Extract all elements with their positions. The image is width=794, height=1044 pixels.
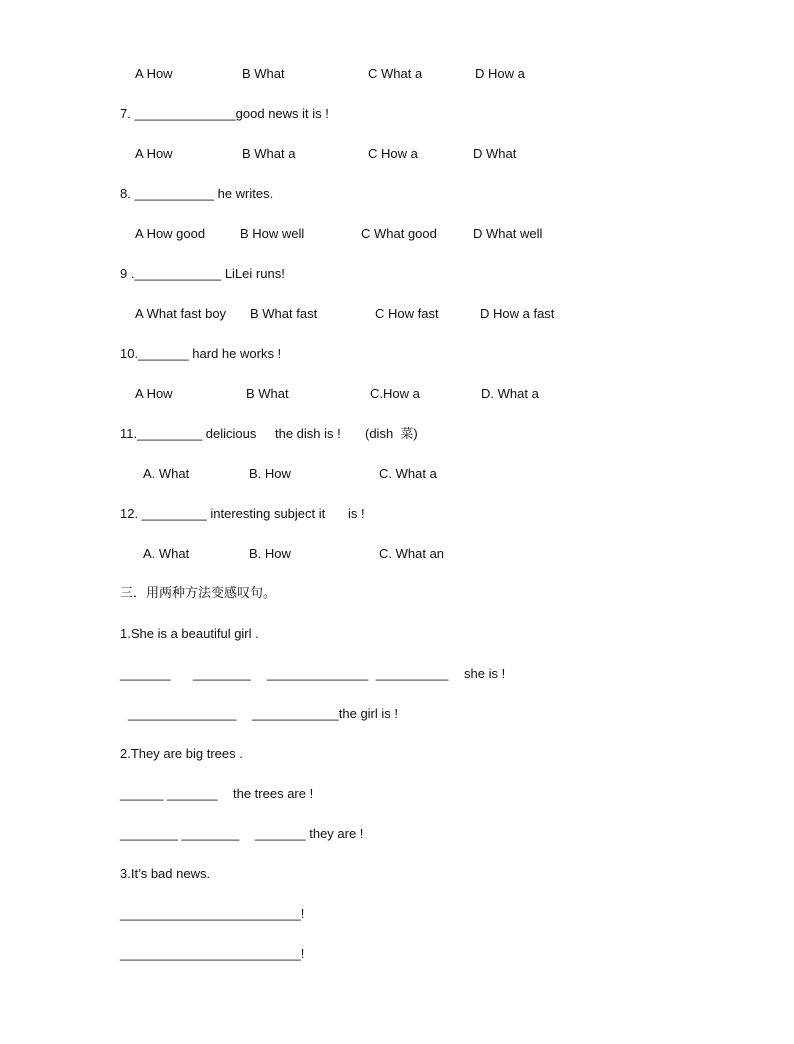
q9-stem: 9 .____________ LiLei runs!: [120, 266, 285, 281]
q10-option-d: D. What a: [481, 386, 539, 401]
q8-stem: 8. ___________ he writes.: [120, 186, 274, 201]
q6-option-c: C What a: [368, 66, 423, 81]
q8-option-d: D What well: [473, 226, 543, 241]
q9-option-d: D How a fast: [480, 306, 555, 321]
s1-blank-4: __________: [376, 666, 449, 681]
q9-option-a: A What fast boy: [135, 306, 227, 321]
q10-option-b: B What: [246, 386, 289, 401]
q12-stem-tail: is !: [348, 506, 365, 521]
q6-option-a: A How: [135, 66, 173, 81]
q11-option-b: B. How: [249, 466, 291, 481]
s1-tail: she is !: [464, 666, 506, 681]
s2-stem: 2.They are big trees .: [120, 746, 243, 761]
q10-option-c: C.How a: [370, 386, 420, 401]
q7-option-c: C How a: [368, 146, 418, 161]
s1-blank-6: ____________the girl is !: [252, 706, 399, 721]
q10-option-a: A How: [135, 386, 173, 401]
q11-option-a: A. What: [143, 466, 190, 481]
q11-stem-tail: the dish is !: [275, 426, 341, 441]
s1-blank-5: _______________: [128, 706, 237, 721]
q12-option-b: B. How: [249, 546, 291, 561]
q12-option-a: A. What: [143, 546, 190, 561]
q9-option-b: B What fast: [250, 306, 318, 321]
q6-option-b: B What: [242, 66, 285, 81]
q7-stem: 7. ______________good news it is !: [120, 106, 329, 121]
q8-option-c: C What good: [361, 226, 437, 241]
q12-option-c: C. What an: [379, 546, 445, 561]
q8-option-a: A How good: [135, 226, 206, 241]
s2-tail-2: _______ they are !: [255, 826, 364, 841]
q12-stem: 12. _________ interesting subject it: [120, 506, 326, 521]
q11-stem: 11._________ delicious: [120, 426, 257, 441]
s1-blank-3: ______________: [267, 666, 369, 681]
q11-option-c: C. What a: [379, 466, 437, 481]
s1-blank-2: ________: [193, 666, 251, 681]
s2-tail-1: the trees are !: [233, 786, 314, 801]
s3-blank-1: _________________________!: [120, 906, 305, 921]
q6-option-d: D How a: [475, 66, 525, 81]
s2-blank-2: ________ ________: [120, 826, 240, 841]
q8-option-b: B How well: [240, 226, 305, 241]
s3-blank-2: _________________________!: [120, 946, 305, 961]
q7-option-b: B What a: [242, 146, 296, 161]
q9-option-c: C How fast: [375, 306, 439, 321]
s1-stem: 1.She is a beautiful girl .: [120, 626, 259, 641]
s2-blank-1: ______ _______: [120, 786, 218, 801]
q7-option-d: D What: [473, 146, 517, 161]
q10-stem: 10._______ hard he works !: [120, 346, 282, 361]
q7-option-a: A How: [135, 146, 173, 161]
q11-note: (dish 菜): [365, 426, 418, 441]
s1-blank-1: _______: [120, 666, 171, 681]
s3-stem: 3.It’s bad news.: [120, 866, 211, 881]
section-3-title: 三．用两种方法变感叹句。: [120, 585, 277, 600]
